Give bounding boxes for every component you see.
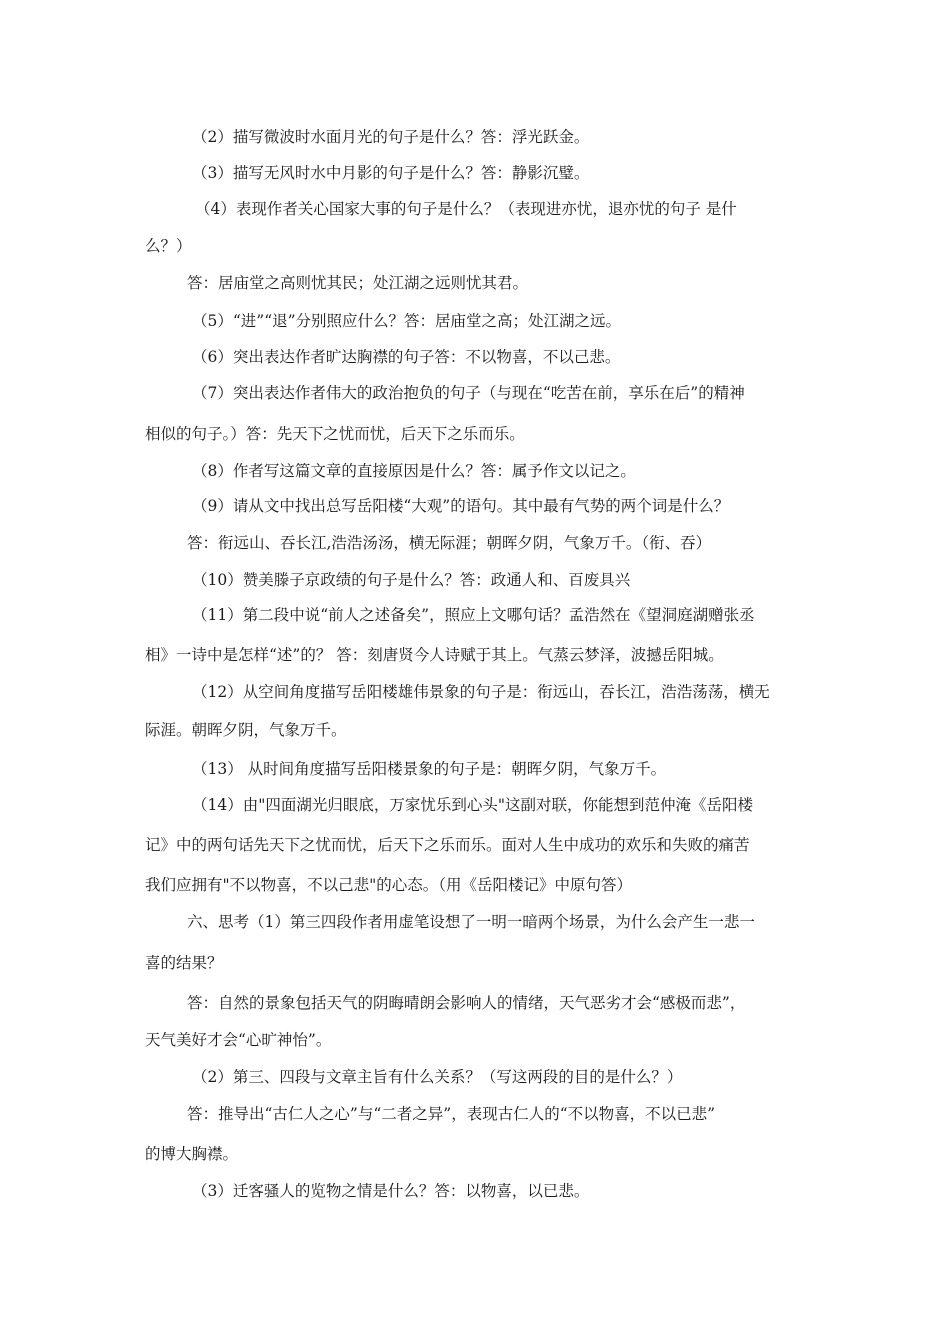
text-line: （13） 从时间角度描写岳阳楼景象的句子是：朝晖夕阴，气象万千。 bbox=[192, 760, 667, 778]
text-line: 答：推导出“古仁人之心”与“二者之异”，表现古仁人的“不以物喜，不以已悲” bbox=[187, 1105, 716, 1123]
text-line: （4）表现作者关心国家大事的句子是什么？（表现进亦忧，退亦忧的句子 是什 bbox=[195, 200, 737, 218]
text-line: 际涯。朝晖夕阴，气象万千。 bbox=[145, 721, 347, 739]
text-line: 的博大胸襟。 bbox=[145, 1145, 239, 1163]
text-line: （3）迁客骚人的览物之情是什么？答：以物喜，以已悲。 bbox=[192, 1182, 590, 1200]
text-line: 记》中的两句话先天下之忧而忧，后天下之乐而乐。面对人生中成功的欢乐和失败的痛苦 bbox=[145, 836, 750, 854]
text-line: （9）请从文中找出总写岳阳楼“大观”的语句。其中最有气势的两个词是什么？ bbox=[192, 497, 730, 515]
text-line: 天气美好才会“心旷神怡”。 bbox=[145, 1031, 332, 1049]
text-line: 喜的结果？ bbox=[145, 954, 223, 972]
text-line: （14）由"四面湖光归眼底，万家忧乐到心头"这副对联，你能想到范仲淹《岳阳楼 bbox=[192, 796, 753, 814]
text-line: （11）第二段中说“前人之述备矣”，照应上文哪句话？孟浩然在《望洞庭湖赠张丞 bbox=[192, 606, 755, 624]
text-line: 答：衔远山、吞长江,浩浩汤汤，横无际涯；朝晖夕阴，气象万千。（衔、吞） bbox=[187, 534, 712, 552]
text-line: （7）突出表达作者伟大的政治抱负的句子（与现在“吃苦在前，享乐在后”的精神 bbox=[192, 384, 745, 402]
text-line: （3）描写无风时水中月影的句子是什么？答：静影沉璧。 bbox=[192, 164, 590, 182]
text-line: （8）作者写这篇文章的直接原因是什么？答：属予作文以记之。 bbox=[192, 462, 636, 480]
text-line: （6）突出表达作者旷达胸襟的句子答：不以物喜，不以己悲。 bbox=[192, 348, 621, 366]
text-line: 么？） bbox=[145, 237, 192, 255]
text-line: 答：自然的景象包括天气的阴晦晴朗会影响人的情绪，天气恶劣才会“感极而悲”， bbox=[187, 994, 746, 1012]
text-line: 我们应拥有"不以物喜，不以己悲"的心态。（用《岳阳楼记》中原句答） bbox=[145, 876, 633, 894]
text-line: （12）从空间角度描写岳阳楼雄伟景象的句子是：衔远山，吞长江，浩浩荡荡，横无 bbox=[192, 683, 770, 701]
text-line: 答：居庙堂之高则忧其民；处江湖之远则忧其君。 bbox=[187, 274, 529, 292]
text-line: （2）描写微波时水面月光的句子是什么？答：浮光跃金。 bbox=[192, 128, 590, 146]
text-line: （10）赞美滕子京政绩的句子是什么？答：政通人和、百废具兴 bbox=[192, 571, 631, 589]
text-line: （2）第三、四段与文章主旨有什么关系？（写这两段的目的是什么？） bbox=[192, 1068, 683, 1086]
text-line: （5）“进”“退”分别照应什么？答：居庙堂之高；处江湖之远。 bbox=[192, 312, 622, 330]
text-line: 相》一诗中是怎样“述”的？ 答：刻唐贤今人诗赋于其上。气蒸云梦泽，波撼岳阳城。 bbox=[145, 646, 724, 664]
text-line: 相似的句子。）答：先天下之忧而忧，后天下之乐而乐。 bbox=[145, 425, 525, 443]
text-line: 六、思考（1）第三四段作者用虚笔设想了一明一暗两个场景，为什么会产生一悲一 bbox=[187, 913, 755, 931]
